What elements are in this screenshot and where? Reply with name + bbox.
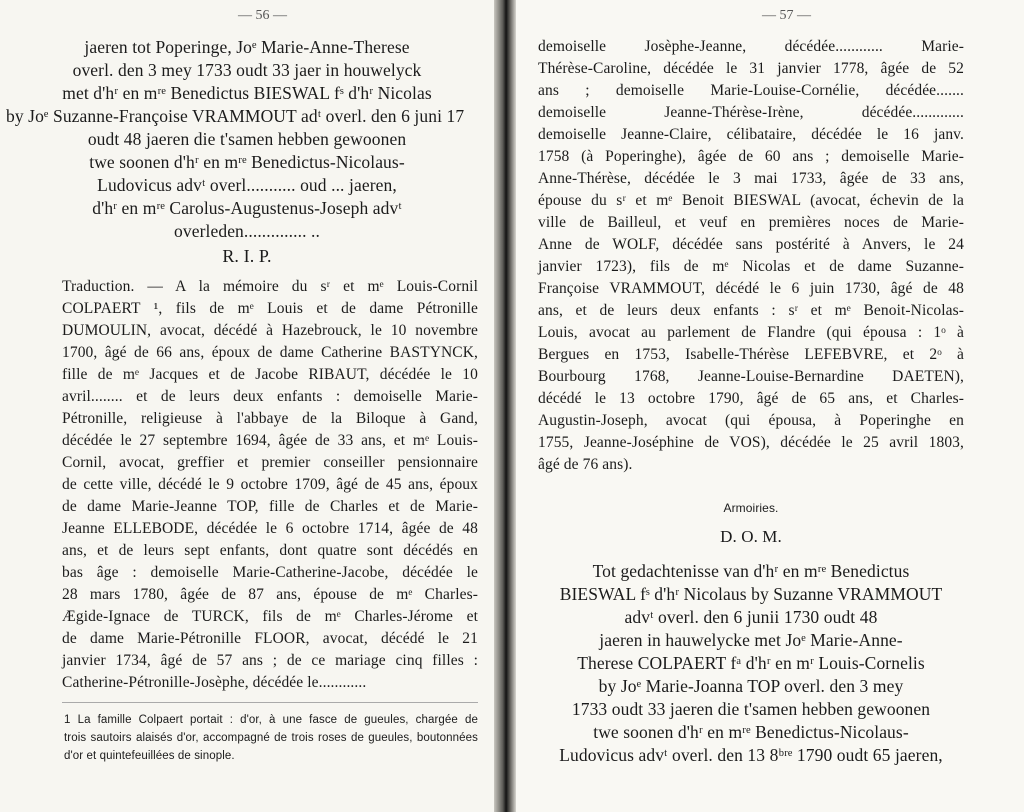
- text-line: by Joᵉ Marie-Joanna TOP overl. den 3 mey: [598, 676, 904, 696]
- text-line: advᵗ overl. den 6 junii 1730 oudt 48: [624, 607, 878, 627]
- footnote-line: d'or et quintefeuillées de sinople.: [64, 750, 235, 762]
- text-line: 1755, Jeanne-Joséphine de VOS), décédée le 25 avril 1803,: [538, 434, 964, 451]
- text-line: de dame Marie-Jeanne TOP, fille de Charles et de Marie-: [62, 498, 478, 515]
- text-line: Cornil, avocat, greffier et premier conseiller pensionnaire: [62, 454, 478, 471]
- footnote-line: 1 La famille Colpaert portait : d'or, à une fasce de gueules, chargée de: [64, 714, 478, 726]
- text-line: overl. den 3 mey 1733 oudt 33 jaer in houwelyck: [72, 60, 422, 80]
- right-page: [516, 0, 1024, 812]
- text-line: oudt 48 jaeren die t'samen hebben gewoonen: [87, 129, 407, 149]
- text-line: Ludovicus advᵗ overl. den 13 8ᵇʳᵉ 1790 oudt 65 jaeren,: [559, 745, 943, 765]
- text-line: 1700, âgé de 66 ans, époux de dame Catherine BASTYNCK,: [62, 344, 478, 361]
- book-gutter: [494, 0, 516, 812]
- text-line: Louis, avocat au parlement de Flandre (qui épousa : 1ᵒ à: [538, 324, 964, 341]
- text-line: de dame Marie-Pétronille FLOOR, avocat, décédé le 21: [62, 630, 478, 647]
- text-line: demoiselle Jeanne-Thérèse-Irène, décédée.............: [538, 104, 964, 121]
- text-line: BIESWAL fˢ d'hʳ Nicolaus by Suzanne VRAMMOUT: [559, 584, 943, 604]
- text-line: Therese COLPAERT fᵃ d'hʳ en mʳ Louis-Cornelis: [577, 653, 925, 673]
- text-line: demoiselle Jeanne-Claire, célibataire, décédée le 16 janv.: [538, 126, 964, 143]
- text-line: décédée le 27 septembre 1694, âgée de 33 ans, et mᵉ Louis-: [62, 432, 478, 449]
- text-line: Bergues en 1753, Isabelle-Thérèse LEFEBVRE, et 2ᵒ à: [538, 346, 964, 363]
- text-line: ans ; demoiselle Marie-Louise-Cornélie, décédée.......: [538, 82, 964, 99]
- text-line: bas âge : demoiselle Marie-Catherine-Jacobe, décédée le: [62, 564, 478, 581]
- text-line: jaeren tot Poperinge, Joᵉ Marie-Anne-Therese: [84, 37, 410, 57]
- text-line: d'hʳ en mʳᵉ Carolus-Augustenus-Joseph advᵗ: [92, 198, 402, 218]
- dom-heading: D. O. M.: [720, 527, 782, 546]
- text-line: overleden.............. ..: [174, 221, 320, 241]
- armoiries-label: Armoiries.: [723, 501, 779, 515]
- text-line: 1733 oudt 33 jaeren die t'samen hebben gewoonen: [571, 699, 931, 719]
- text-line: twe soonen d'hʳ en mʳᵉ Benedictus-Nicolaus-: [593, 722, 909, 742]
- text-line: Bourbourg 1768, Jeanne-Louise-Bernardine DAETEN),: [538, 368, 964, 385]
- page-number: — 57 —: [762, 8, 811, 23]
- text-line: met d'hʳ en mʳᵉ Benedictus BIESWAL fˢ d'hʳ Nicolas: [62, 83, 432, 103]
- text-line: ville de Bailleul, et veuf en premières noces de Marie-: [538, 214, 964, 231]
- text-line: janvier 1723), fils de mᵉ Nicolas et de dame Suzanne-: [538, 258, 964, 275]
- text-line: Ludovicus advᵗ overl........... oud ... jaeren,: [97, 175, 397, 195]
- text-line: Jeanne ELLEBODE, décédée le 6 octobre 1714, âgée de 48: [62, 520, 478, 537]
- text-line: Françoise VRAMMOUT, décédé le 6 juin 1730, âgé de 48: [538, 280, 964, 297]
- text-line: âgé de 76 ans).: [538, 456, 633, 473]
- text-line: de cette ville, décédé le 9 octobre 1709, âgé de 45 ans, époux: [62, 476, 478, 493]
- text-line: Ægide-Ignace de TURCK, fils de mᵉ Charles-Jérome et: [62, 608, 478, 625]
- text-line: jaeren in hauwelycke met Joᵉ Marie-Anne-: [599, 630, 903, 650]
- text-line: fille de mᵉ Jacques et de Jacobe RIBAUT, décédée le 10: [62, 366, 478, 383]
- text-line: demoiselle Josèphe-Jeanne, décédée............ Marie-: [538, 38, 964, 55]
- text-line: Anne-Thérèse, décédée le 3 mai 1733, âgée de 33 ans,: [538, 170, 964, 187]
- text-line: by Joᵉ Suzanne-Françoise VRAMMOUT adᵗ overl. den 6 juni 17: [6, 106, 465, 126]
- text-line: Catherine-Pétronille-Josèphe, décédée le............: [62, 674, 367, 691]
- text-line: Anne de WOLF, décédée sans postérité à Anvers, le 24: [538, 236, 964, 253]
- text-line: Augustin-Joseph, avocat (qui épousa, à Poperinghe en: [538, 412, 964, 429]
- text-line: Thérèse-Caroline, décédée le 31 janvier 1778, âgée de 52: [538, 60, 964, 77]
- rip-heading: R. I. P.: [222, 246, 272, 266]
- text-line: avril........ et de leurs deux enfants : demoiselle Marie-: [62, 388, 478, 405]
- footnote-divider: [62, 702, 478, 703]
- text-line: COLPAERT ¹, fils de mᵉ Louis et de dame Pétronille: [62, 300, 478, 317]
- text-line: Traduction. — A la mémoire du sʳ et mᵉ Louis-Cornil: [62, 278, 478, 295]
- page-number: — 56 —: [238, 8, 287, 23]
- text-line: DUMOULIN, avocat, décédé à Hazebrouck, le 10 novembre: [62, 322, 478, 339]
- text-line: janvier 1734, âgé de 57 ans ; de ce mariage cinq filles :: [62, 652, 478, 669]
- left-page: [0, 0, 494, 812]
- text-line: épouse du sʳ et mᵉ Benoit BIESWAL (avocat, échevin de la: [538, 192, 964, 209]
- text-line: ans, et de leurs sept enfants, dont quatre sont décédés en: [62, 542, 478, 559]
- footnote-line: trois sautoirs alaisés d'or, accompagné de trois roses de gueules, boutonnées: [64, 732, 478, 744]
- text-line: Pétronille, religieuse à l'abbaye de la Biloque à Gand,: [62, 410, 478, 427]
- text-line: décédé le 13 octobre 1790, âgé de 65 ans, et Charles-: [538, 390, 964, 407]
- text-line: 1758 (à Poperinghe), âgée de 60 ans ; demoiselle Marie-: [538, 148, 964, 165]
- text-line: ans, et de leurs deux enfants : sʳ et mᵉ Benoit-Nicolas-: [538, 302, 964, 319]
- text-line: Tot gedachtenisse van d'hʳ en mʳᵉ Benedictus: [592, 561, 910, 581]
- text-line: twe soonen d'hʳ en mʳᵉ Benedictus-Nicolaus-: [89, 152, 405, 172]
- text-line: 28 mars 1780, âgée de 87 ans, épouse de mᵉ Charles-: [62, 586, 478, 603]
